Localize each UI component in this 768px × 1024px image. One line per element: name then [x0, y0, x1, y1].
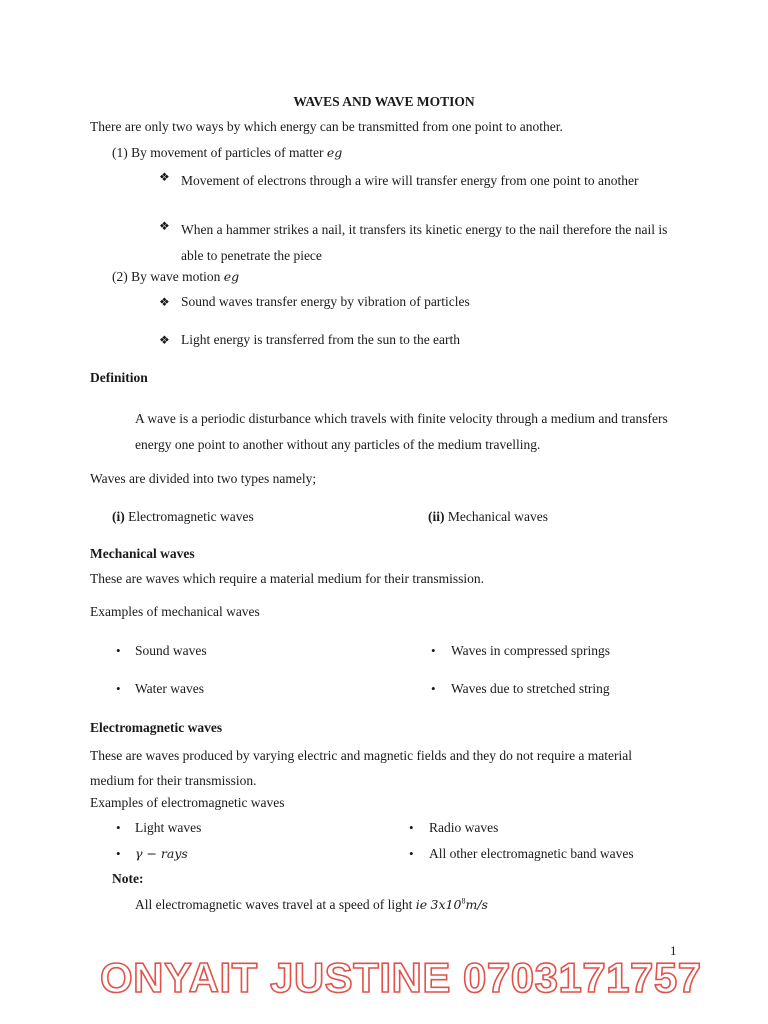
type-1-text: Electromagnetic waves — [128, 509, 254, 524]
bullet-icon: • — [409, 820, 414, 835]
bullet-icon: • — [116, 820, 121, 835]
way-2-example-1: Sound waves transfer energy by vibration of particles — [181, 294, 470, 309]
electromagnetic-example-3: γ − rays — [135, 846, 188, 861]
diamond-bullet-icon: ❖ — [159, 170, 170, 184]
way-2-eg: eg — [223, 269, 240, 284]
diamond-bullet-icon: ❖ — [159, 333, 170, 347]
mechanical-example-3: Water waves — [135, 681, 205, 696]
type-1-label: (i) — [112, 509, 125, 524]
definition-text: A wave is a periodic disturbance which travels with finite velocity through a medium and transfers energy one point to another without any particles of the medium travelling. — [135, 411, 668, 452]
way-2-example-2: Light energy is transferred from the sun to the earth — [181, 332, 461, 347]
type-2-text: Mechanical waves — [447, 509, 548, 524]
types-intro: Waves are divided into two types namely; — [90, 471, 317, 486]
way-1 — [112, 144, 342, 162]
way-2-label: (2) — [112, 269, 128, 284]
bullet-icon: • — [431, 643, 436, 658]
note-unit: m/s — [465, 897, 488, 912]
way-2-text: By wave motion — [131, 269, 221, 284]
way-1-example-1: Movement of electrons through a wire will transfer energy from one point to another — [181, 173, 639, 188]
type-1 — [112, 508, 254, 526]
way-2 — [112, 268, 239, 286]
diamond-bullet-icon: ❖ — [159, 295, 170, 309]
note-exponent: 8 — [461, 896, 466, 906]
note-ie: ie — [415, 897, 428, 912]
page-title: WAVES AND WAVE MOTION — [293, 94, 475, 109]
bullet-icon: • — [116, 643, 121, 658]
mechanical-example-1: Sound waves — [135, 643, 207, 658]
way-1-eg: eg — [326, 145, 343, 160]
mechanical-heading: Mechanical waves — [90, 546, 195, 561]
electromagnetic-example-1: Light waves — [135, 820, 202, 835]
diamond-bullet-icon: ❖ — [159, 219, 170, 233]
electromagnetic-examples-heading: Examples of electromagnetic waves — [90, 795, 285, 810]
type-2-label: (ii) — [428, 509, 445, 524]
way-1-label: (1) — [112, 145, 128, 160]
note-sentence: All electromagnetic waves travel at a speed of light — [135, 897, 413, 912]
note-heading: Note: — [112, 871, 144, 886]
footer-watermark: ONYAIT JUSTINE 0703171757 — [100, 954, 702, 1001]
way-1-example-2: When a hammer strikes a nail, it transfers its kinetic energy to the nail therefore the nail is able to penetrate the piece — [181, 222, 668, 263]
note-text — [135, 896, 488, 914]
mechanical-example-2: Waves in compressed springs — [451, 643, 611, 658]
page-number: 1 — [670, 943, 677, 958]
mechanical-examples-heading: Examples of mechanical waves — [90, 604, 260, 619]
bullet-icon: • — [431, 681, 436, 696]
electromagnetic-heading: Electromagnetic waves — [90, 720, 223, 735]
electromagnetic-example-4: All other electromagnetic band waves — [429, 846, 634, 861]
bullet-icon: • — [116, 846, 121, 861]
type-2 — [428, 508, 548, 526]
intro-paragraph: There are only two ways by which energy can be transmitted from one point to another. — [90, 119, 563, 134]
mechanical-example-4: Waves due to stretched string — [451, 681, 610, 696]
bullet-icon: • — [116, 681, 121, 696]
definition-heading: Definition — [90, 370, 148, 385]
bullet-icon: • — [409, 846, 414, 861]
electromagnetic-example-2: Radio waves — [429, 820, 499, 835]
note-value: 3x10 — [430, 897, 462, 912]
way-1-text: By movement of particles of matter — [131, 145, 324, 160]
electromagnetic-text: These are waves produced by varying electric and magnetic fields and they do not require a material medium for their transmission. — [90, 748, 633, 788]
mechanical-text: These are waves which require a material medium for their transmission. — [90, 571, 484, 586]
